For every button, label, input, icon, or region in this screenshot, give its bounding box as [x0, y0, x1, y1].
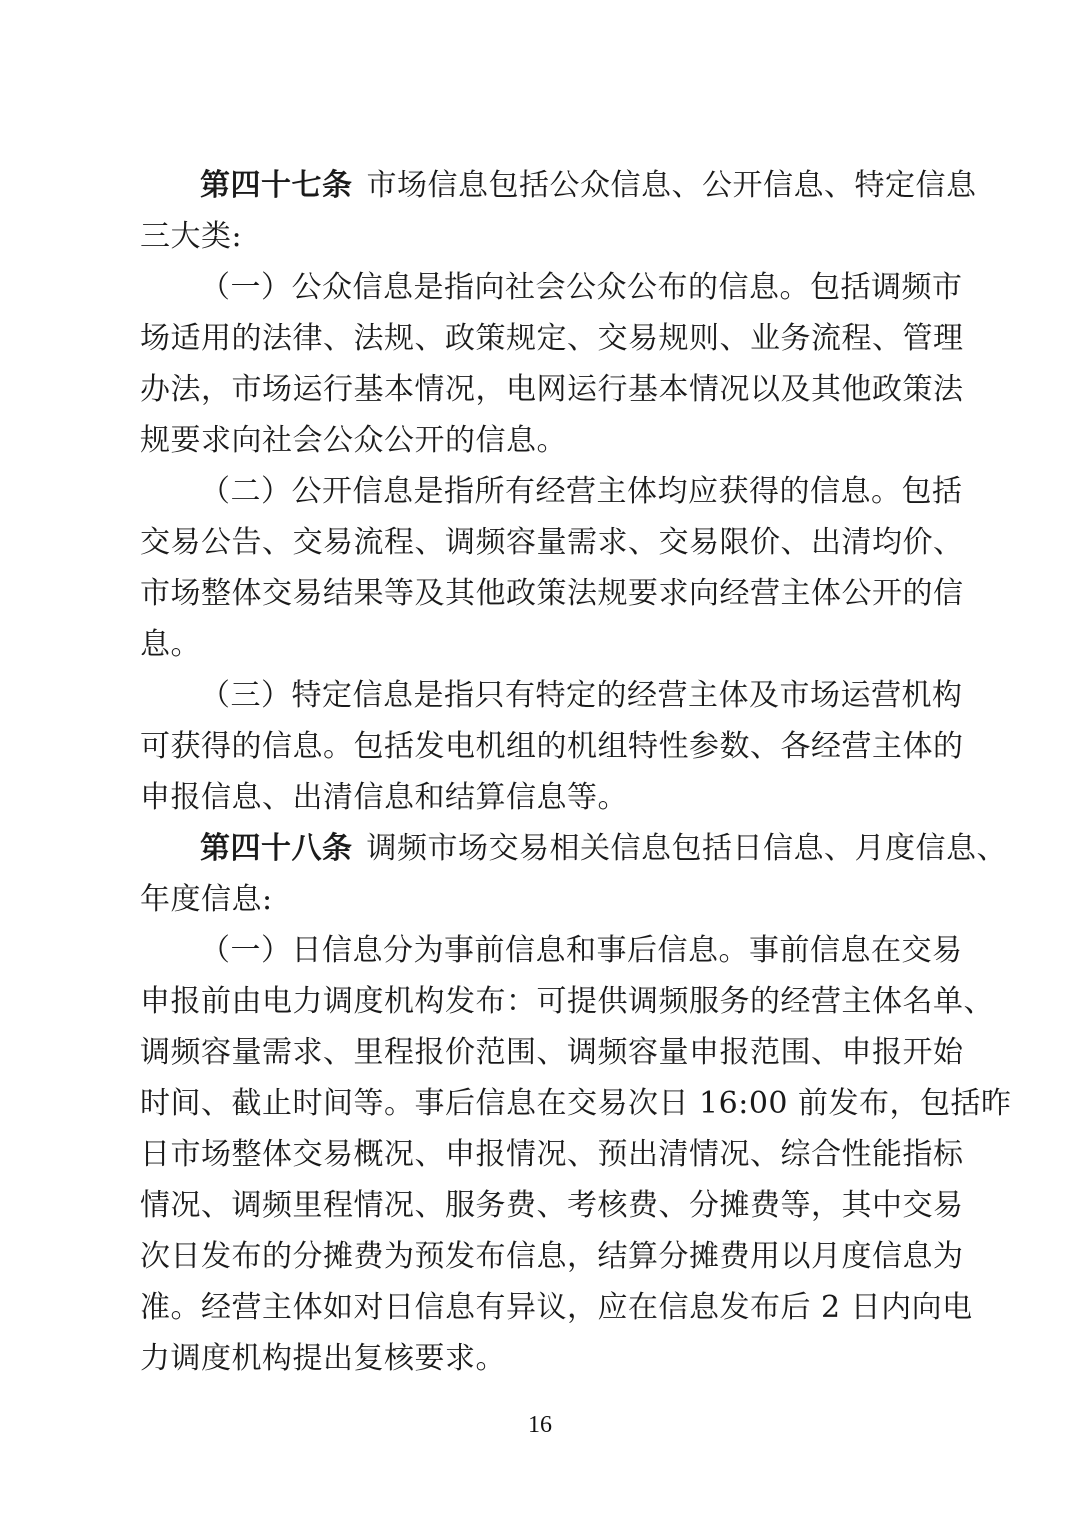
text-line: 申报信息、出清信息和结算信息等。: [140, 780, 628, 815]
document-page: [140, 160, 1012, 1384]
article-48-lead-text: 调频市场交易相关信息包括日信息、月度信息、: [366, 831, 1007, 866]
paragraph-daily-info: [140, 925, 1012, 1384]
text-line: 时间、截止时间等。事后信息在交易次日 16:00 前发布，包括昨: [140, 1086, 1012, 1121]
text-line: 办法，市场运行基本情况，电网运行基本情况以及其他政策法: [140, 372, 964, 407]
paragraph-specific-info: [140, 670, 964, 823]
text-line: 场适用的法律、法规、政策规定、交易规则、业务流程、管理: [140, 321, 964, 356]
text-line: 日市场整体交易概况、申报情况、预出清情况、综合性能指标: [140, 1137, 964, 1172]
text-line: 可获得的信息。包括发电机组的机组特性参数、各经营主体的: [140, 729, 964, 764]
text-line: 息。: [140, 627, 201, 662]
article-48-heading-line: [140, 823, 1007, 874]
text-line: 力调度机构提出复核要求。: [140, 1341, 506, 1376]
article-number: 第四十八条: [200, 831, 353, 866]
text-line: （一）公众信息是指向社会公众公布的信息。包括调频市: [200, 270, 963, 305]
text-line: （三）特定信息是指只有特定的经营主体及市场运营机构: [200, 678, 963, 713]
article-47: [140, 160, 977, 823]
article-48-continuation: 年度信息:: [140, 882, 273, 917]
paragraph-open-info: [140, 466, 964, 670]
text-line: （二）公开信息是指所有经营主体均应获得的信息。包括: [200, 474, 963, 509]
text-line: （一）日信息分为事前信息和事后信息。事前信息在交易: [200, 933, 963, 968]
text-line: 调频容量需求、里程报价范围、调频容量申报范围、申报开始: [140, 1035, 964, 1070]
article-47-heading-line: [140, 160, 977, 211]
article-number: 第四十七条: [200, 168, 353, 203]
text-line: 交易公告、交易流程、调频容量需求、交易限价、出清均价、: [140, 525, 964, 560]
article-47-lead-text: 市场信息包括公众信息、公开信息、特定信息: [366, 168, 977, 203]
text-line: 申报前由电力调度机构发布：可提供调频服务的经营主体名单、: [140, 984, 994, 1019]
article-47-continuation: 三大类:: [140, 219, 243, 254]
paragraph-public-info: [140, 262, 964, 466]
text-line: 准。经营主体如对日信息有异议，应在信息发布后 2 日内向电: [140, 1290, 973, 1325]
text-line: 次日发布的分摊费为预发布信息，结算分摊费用以月度信息为: [140, 1239, 964, 1274]
article-48: [140, 823, 1012, 1384]
text-line: 情况、调频里程情况、服务费、考核费、分摊费等，其中交易: [140, 1188, 964, 1223]
text-line: 规要求向社会公众公开的信息。: [140, 423, 567, 458]
page-number: 16: [528, 1412, 552, 1438]
text-line: 市场整体交易结果等及其他政策法规要求向经营主体公开的信: [140, 576, 964, 611]
